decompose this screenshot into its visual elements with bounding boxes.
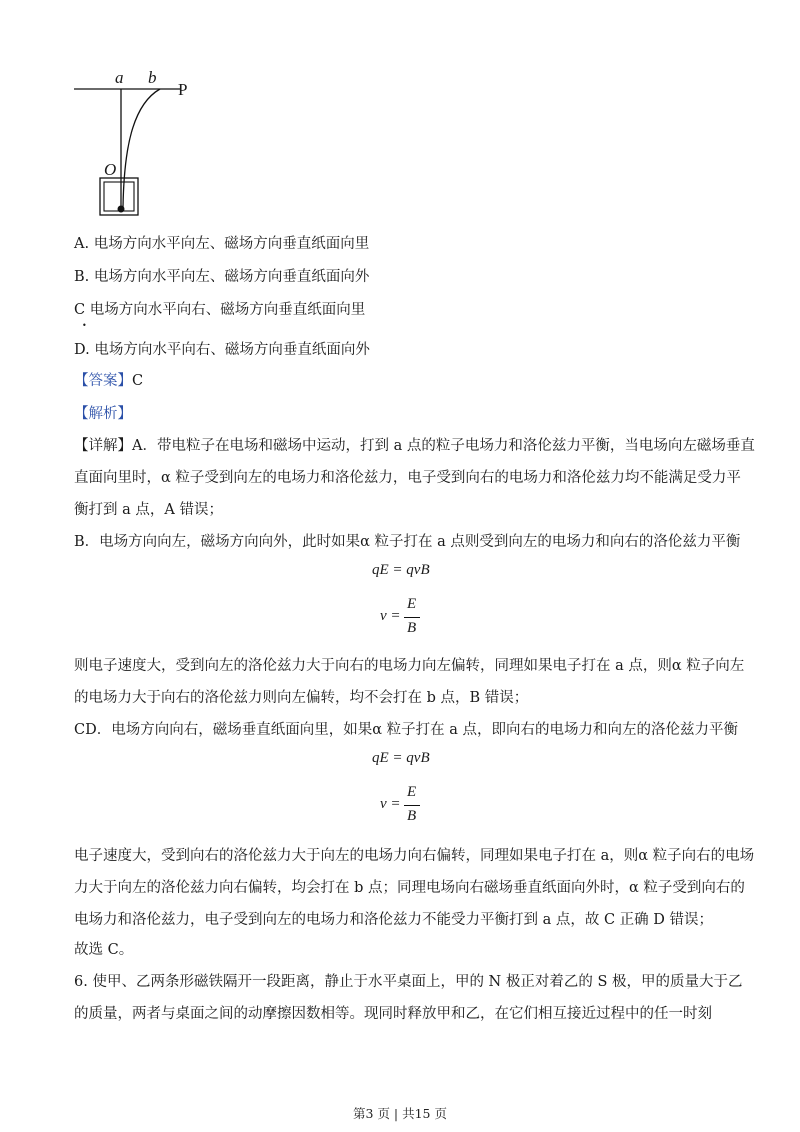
fraction-bar (404, 617, 420, 618)
eq2-num: E (407, 596, 417, 612)
question-6-line-1: 6. 使甲、乙两条形磁铁隔开一段距离，静止于水平桌面上，甲的 N 极正对着乙的 S 极，甲的质量大于乙 (74, 974, 743, 990)
answer-line (74, 371, 143, 391)
equation-1: qE = qvB (372, 562, 430, 578)
para-line-9: 力大于向左的洛伦兹力向右偏转，均会打在 b 点；同理电场向右磁场垂直纸面向外时，α 粒子受到向右的 (74, 880, 745, 896)
option-c: C 电场方向水平向右、磁场方向垂直纸面向里 (74, 302, 366, 318)
label-a: a (115, 68, 124, 87)
option-a: A. 电场方向水平向左、磁场方向垂直纸面向里 (74, 236, 370, 252)
para-line-3: 衡打到 a 点，A 错误； (74, 502, 223, 518)
para-line-8: 电子速度大，受到向右的洛伦兹力大于向左的电场力向右偏转，同理如果电子打在 a，则α 粒子向右的电场 (74, 848, 755, 864)
label-o: O (104, 160, 117, 179)
para-line-2: 直面向里时，α 粒子受到向左的电场力和洛伦兹力，电子受到向右的电场力和洛伦兹力均不能满足受力平 (74, 470, 741, 486)
para-line-7: CD．电场方向向右，磁场垂直纸面向里，如果α 粒子打在 a 点，即向右的电场力和向左的洛伦兹力平衡 (74, 722, 738, 738)
equation-3: qE = qvB (372, 750, 430, 766)
answer-tag: 【答案】 (74, 373, 132, 389)
stray-dot: • (82, 321, 87, 330)
eq4-den: B (407, 808, 417, 824)
para-line-10: 电场力和洛伦兹力，电子受到向左的电场力和洛伦兹力不能受力平衡打到 a 点，故 C 正确 D 错误； (74, 912, 714, 928)
label-b: b (148, 68, 157, 87)
para-line-11: 故选 C。 (74, 942, 134, 958)
eq2-lhs: v = (380, 608, 401, 624)
label-p: P (178, 80, 188, 99)
para-line-5: 则电子速度大，受到向左的洛伦兹力大于向右的电场力向左偏转，同理如果电子打在 a 点，则α 粒子向左 (74, 658, 745, 674)
option-d: D. 电场方向水平向右、磁场方向垂直纸面向外 (74, 342, 370, 358)
fraction-bar-2 (404, 805, 420, 806)
answer-value: C (132, 373, 144, 389)
page-footer: 第3 页 | 共15 页 (353, 1106, 447, 1121)
eq2-den: B (407, 620, 417, 636)
para-line-4: B．电场方向向左，磁场方向向外，此时如果α 粒子打在 a 点则受到向左的电场力和向右的洛伦兹力平衡 (74, 534, 741, 550)
analysis-tag: 【解析】 (74, 406, 132, 422)
deflection-diagram (64, 60, 214, 225)
para-line-6: 的电场力大于向右的洛伦兹力则向左偏转，均不会打在 b 点，B 错误； (74, 690, 529, 706)
option-b: B. 电场方向水平向左、磁场方向垂直纸面向外 (74, 269, 370, 285)
eq4-num: E (407, 784, 417, 800)
apparatus-figure (64, 60, 214, 225)
eq4-lhs: v = (380, 796, 401, 812)
question-6-line-2: 的质量，两者与桌面之间的动摩擦因数相等。现同时释放甲和乙，在它们相互接近过程中的任一时刻 (74, 1006, 712, 1022)
para-line-1: 【详解】A．带电粒子在电场和磁场中运动，打到 a 点的粒子电场力和洛伦兹力平衡，当电场向左磁场垂直 (74, 438, 755, 454)
